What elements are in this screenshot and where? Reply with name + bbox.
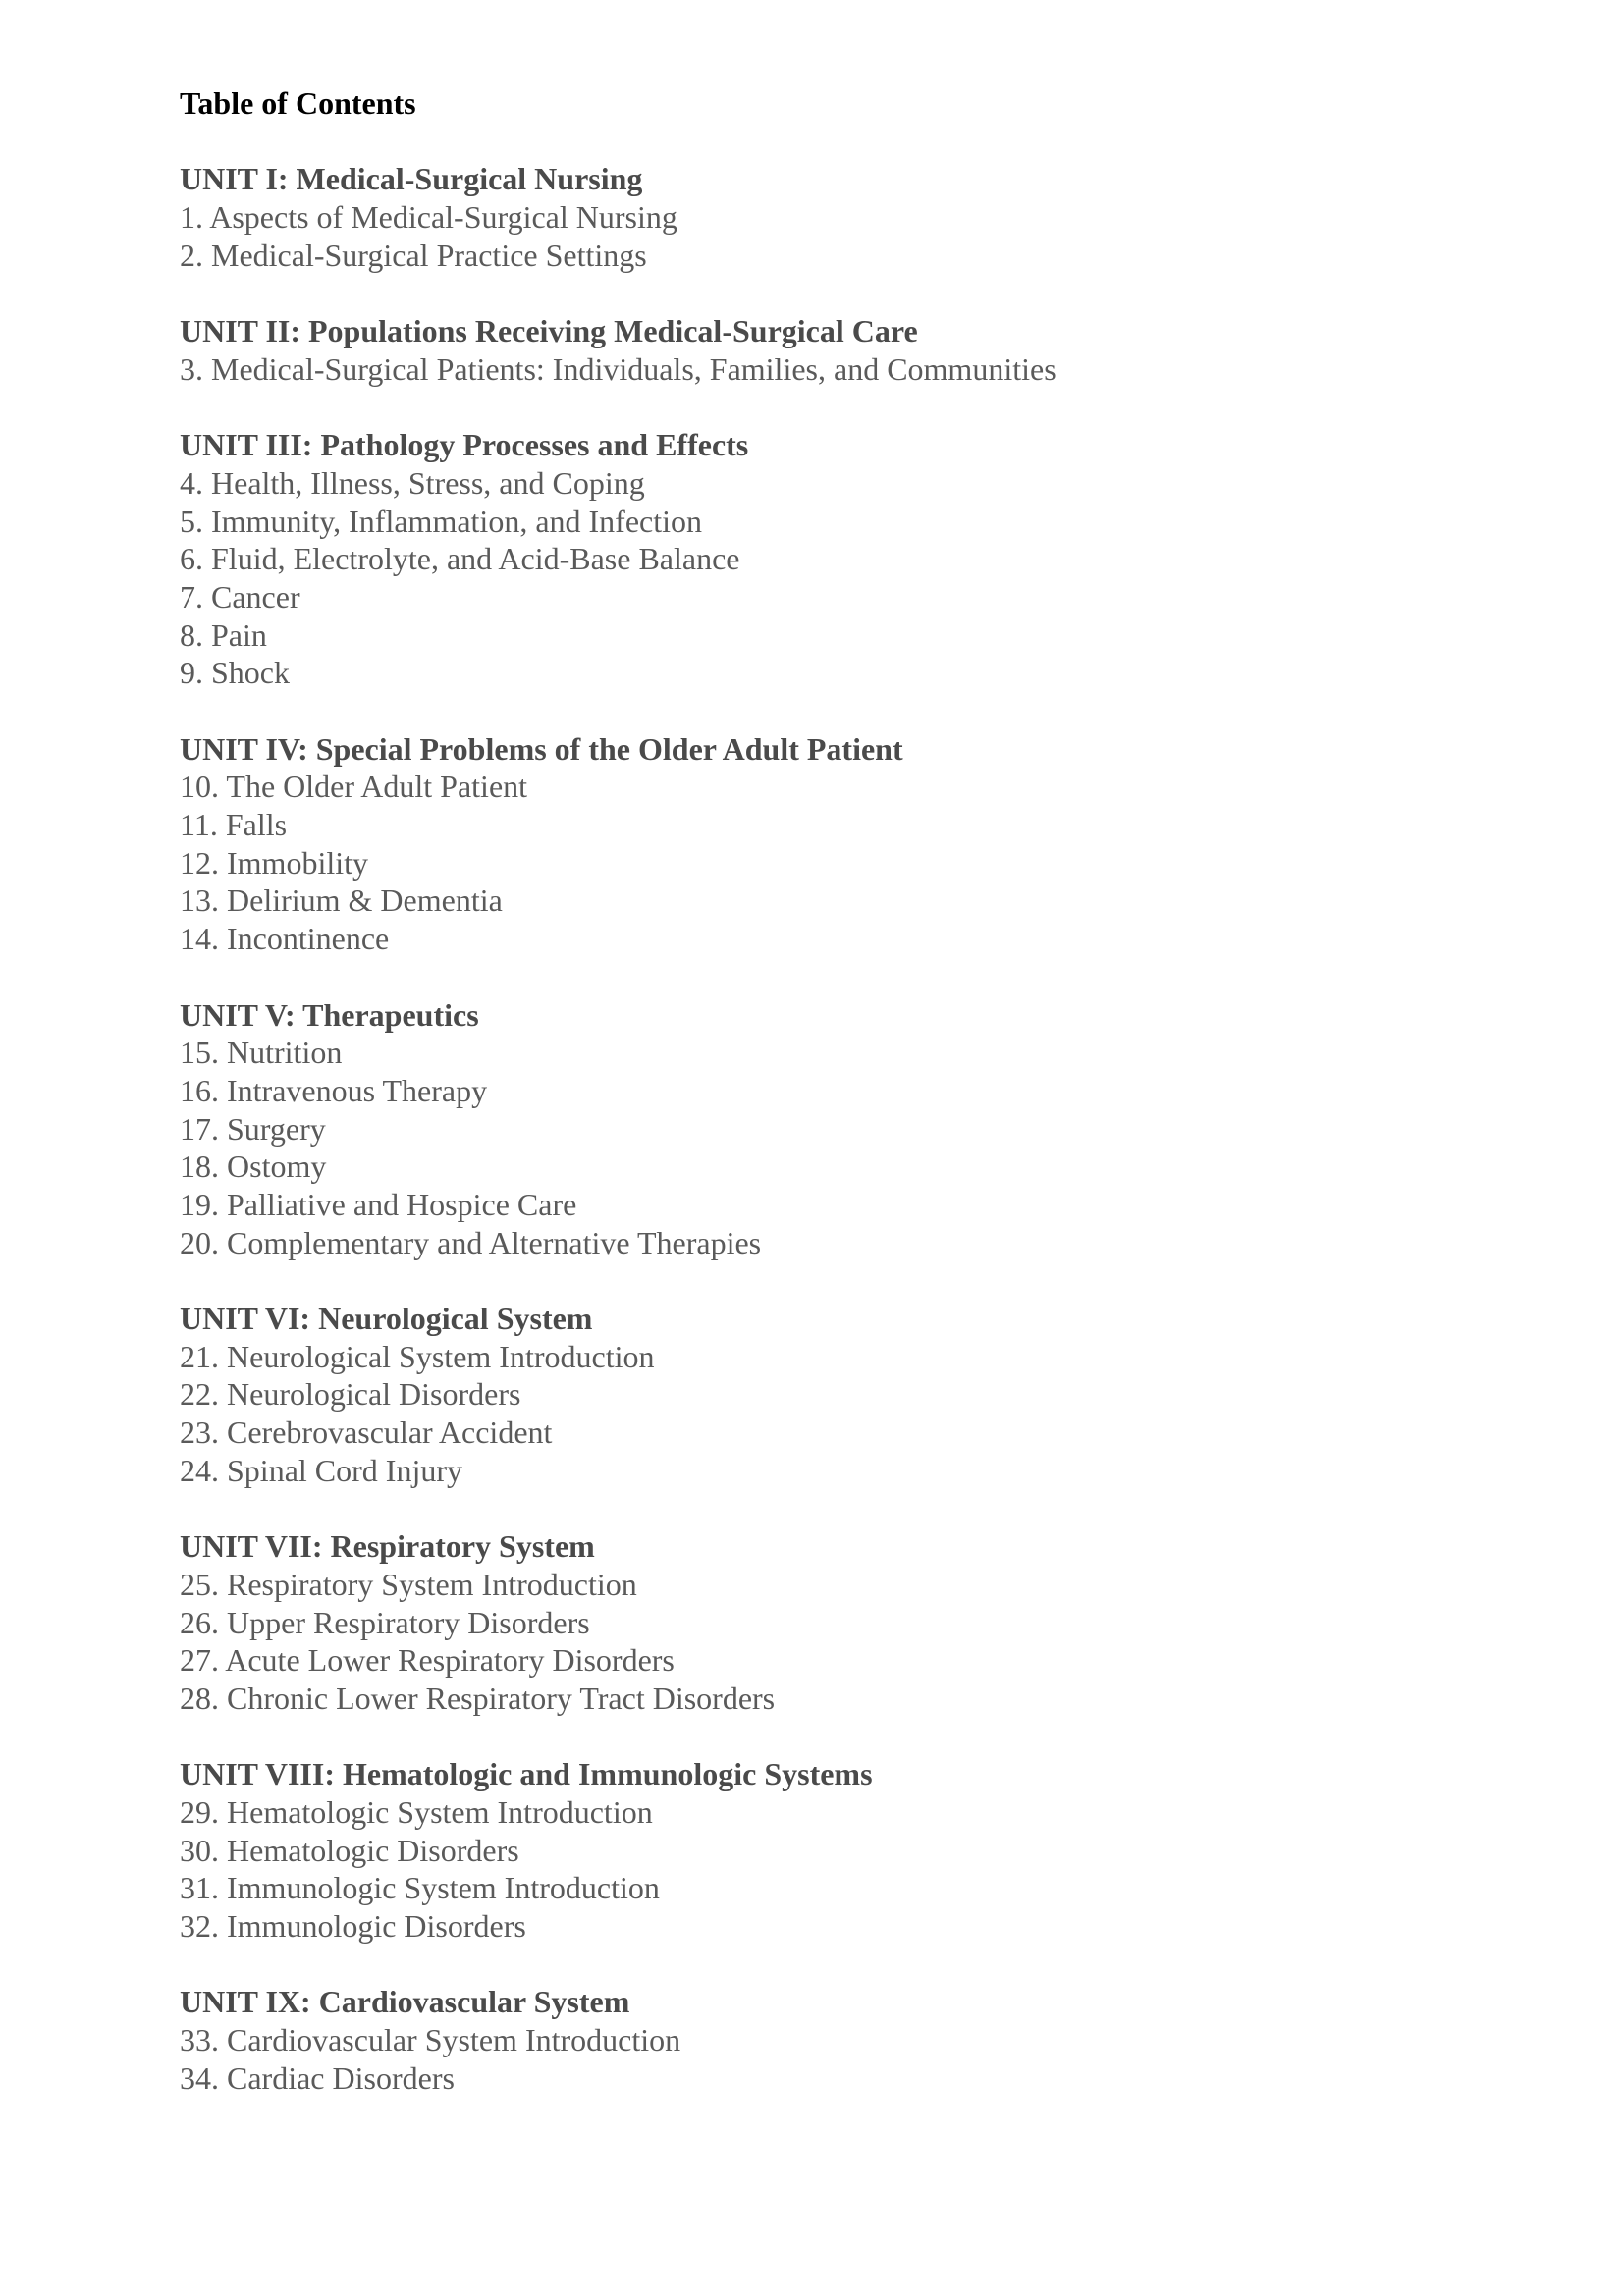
chapter-entry: 34. Cardiac Disorders — [180, 2059, 455, 2096]
chapter-entry: 21. Neurological System Introduction — [180, 1338, 655, 1374]
chapter-entry: 2. Medical-Surgical Practice Settings — [180, 237, 647, 273]
chapter-entry: 22. Neurological Disorders — [180, 1376, 521, 1413]
unit-section — [180, 312, 1456, 388]
unit-section — [180, 1755, 1456, 1945]
unit-heading: UNIT I: Medical-Surgical Nursing — [180, 161, 643, 197]
chapter-entry: 17. Surgery — [180, 1110, 326, 1147]
chapter-entry: 12. Immobility — [180, 844, 368, 881]
chapter-entry: 25. Respiratory System Introduction — [180, 1566, 637, 1602]
chapter-entry: 30. Hematologic Disorders — [180, 1832, 519, 1868]
chapter-entry: 27. Acute Lower Respiratory Disorders — [180, 1642, 675, 1679]
chapter-entry: 20. Complementary and Alternative Therapies — [180, 1224, 762, 1260]
unit-section — [180, 1983, 1456, 2097]
document-title: Table of Contents — [180, 85, 416, 121]
unit-heading: UNIT II: Populations Receiving Medical-Surgical Care — [180, 313, 918, 349]
chapter-entry: 23. Cerebrovascular Accident — [180, 1415, 553, 1451]
unit-section — [180, 730, 1456, 958]
unit-heading: UNIT IV: Special Problems of the Older Adult Patient — [180, 730, 903, 767]
unit-heading: UNIT III: Pathology Processes and Effects — [180, 427, 749, 463]
chapter-entry: 14. Incontinence — [180, 921, 390, 957]
unit-heading: UNIT V: Therapeutics — [180, 996, 479, 1033]
chapter-entry: 6. Fluid, Electrolyte, and Acid-Base Balance — [180, 541, 740, 577]
chapter-entry: 24. Spinal Cord Injury — [180, 1452, 462, 1488]
unit-heading: UNIT VI: Neurological System — [180, 1301, 593, 1336]
unit-section — [180, 1300, 1456, 1489]
chapter-entry: 11. Falls — [180, 807, 288, 843]
unit-heading: UNIT IX: Cardiovascular System — [180, 1984, 630, 2020]
chapter-entry: 8. Pain — [180, 616, 267, 653]
chapter-entry: 15. Nutrition — [180, 1035, 343, 1071]
document-page — [180, 84, 1456, 2135]
chapter-entry: 7. Cancer — [180, 578, 300, 614]
unit-heading: UNIT VII: Respiratory System — [180, 1528, 595, 1565]
chapter-entry: 5. Immunity, Inflammation, and Infection — [180, 503, 703, 539]
chapter-entry: 28. Chronic Lower Respiratory Tract Disorders — [180, 1680, 776, 1716]
chapter-entry: 1. Aspects of Medical-Surgical Nursing — [180, 199, 677, 236]
chapter-entry: 19. Palliative and Hospice Care — [180, 1186, 577, 1222]
chapter-entry: 3. Medical-Surgical Patients: Individuals, Families, and Communities — [180, 350, 1056, 387]
chapter-entry: 32. Immunologic Disorders — [180, 1908, 526, 1944]
chapter-entry: 29. Hematologic System Introduction — [180, 1793, 653, 1830]
units-list — [180, 160, 1456, 2097]
chapter-entry: 16. Intravenous Therapy — [180, 1072, 488, 1108]
chapter-entry: 13. Delirium & Dementia — [180, 882, 503, 919]
chapter-entry: 10. The Older Adult Patient — [180, 769, 528, 805]
unit-section — [180, 996, 1456, 1262]
chapter-entry: 33. Cardiovascular System Introduction — [180, 2022, 681, 2058]
chapter-entry: 4. Health, Illness, Stress, and Coping — [180, 464, 645, 501]
chapter-entry: 18. Ostomy — [180, 1148, 327, 1185]
chapter-entry: 9. Shock — [180, 655, 290, 691]
unit-section — [180, 1527, 1456, 1717]
chapter-entry: 26. Upper Respiratory Disorders — [180, 1604, 590, 1640]
unit-heading: UNIT VIII: Hematologic and Immunologic Systems — [180, 1756, 873, 1792]
unit-section — [180, 426, 1456, 692]
chapter-entry: 31. Immunologic System Introduction — [180, 1870, 660, 1906]
unit-section — [180, 160, 1456, 274]
